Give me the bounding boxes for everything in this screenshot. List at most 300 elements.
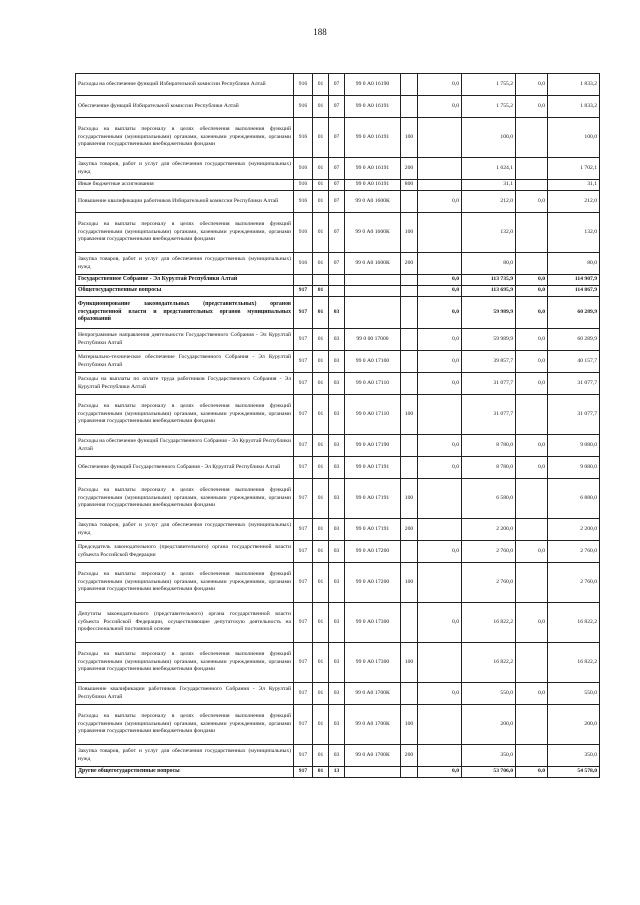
cell-name: Государственное Собрание - Эл Курултай Республики Алтай bbox=[76, 275, 294, 286]
cell-csr: 99 0 А0 17110 bbox=[345, 373, 401, 395]
cell-value-3 bbox=[516, 395, 548, 435]
cell-value-2: 200,0 bbox=[462, 705, 516, 745]
cell-rz: 01 bbox=[313, 683, 329, 705]
cell-csr: 99 0 А0 1700К bbox=[345, 683, 401, 705]
table-row bbox=[76, 329, 600, 351]
cell-rz bbox=[313, 275, 329, 286]
cell-csr bbox=[345, 767, 401, 778]
cell-value-1: 0,0 bbox=[418, 603, 462, 643]
cell-rz: 01 bbox=[313, 479, 329, 519]
cell-name: Закупка товаров, работ и услуг для обеспечения государственных (муниципальных) нужд bbox=[76, 519, 294, 541]
cell-grbs: 916 bbox=[294, 191, 313, 213]
cell-value-2: 2 760,0 bbox=[462, 563, 516, 603]
table-row bbox=[76, 253, 600, 275]
cell-value-3 bbox=[516, 158, 548, 180]
cell-rz: 01 bbox=[313, 435, 329, 457]
cell-value-2: 80,0 bbox=[462, 253, 516, 275]
cell-value-4: 16 822,2 bbox=[548, 603, 600, 643]
cell-value-2: 1 624,1 bbox=[462, 158, 516, 180]
cell-vr: 100 bbox=[401, 118, 418, 158]
cell-pr: 07 bbox=[329, 158, 345, 180]
cell-vr bbox=[401, 96, 418, 118]
cell-pr: 07 bbox=[329, 96, 345, 118]
table-row bbox=[76, 118, 600, 158]
cell-csr: 99 0 А0 1700К bbox=[345, 745, 401, 767]
cell-vr bbox=[401, 286, 418, 297]
cell-value-2: 100,0 bbox=[462, 118, 516, 158]
cell-pr: 03 bbox=[329, 643, 345, 683]
cell-value-3: 0,0 bbox=[516, 191, 548, 213]
cell-csr: 99 0 А0 16191 bbox=[345, 158, 401, 180]
cell-rz: 01 bbox=[313, 457, 329, 479]
cell-csr bbox=[345, 275, 401, 286]
cell-csr: 99 0 А0 1600К bbox=[345, 191, 401, 213]
cell-value-1 bbox=[418, 563, 462, 603]
table-row bbox=[76, 297, 600, 329]
cell-value-2: 132,0 bbox=[462, 213, 516, 253]
cell-csr: 99 0 А0 1600К bbox=[345, 213, 401, 253]
cell-name: Другие общегосударственные вопросы bbox=[76, 767, 294, 778]
cell-value-1: 0,0 bbox=[418, 329, 462, 351]
cell-value-2: 1 755,2 bbox=[462, 96, 516, 118]
cell-value-4: 6 880,0 bbox=[548, 479, 600, 519]
cell-rz: 01 bbox=[313, 767, 329, 778]
cell-value-4: 200,0 bbox=[548, 705, 600, 745]
cell-csr bbox=[345, 297, 401, 329]
cell-value-4: 1 833,2 bbox=[548, 96, 600, 118]
cell-name: Функционирование законодательных (представительных) органов государственной власти и представительных органов муниципальных образований bbox=[76, 297, 294, 329]
cell-value-4: 54 578,0 bbox=[548, 767, 600, 778]
cell-value-1: 0,0 bbox=[418, 74, 462, 96]
cell-vr bbox=[401, 297, 418, 329]
table-row bbox=[76, 767, 600, 778]
cell-value-4: 2 760,0 bbox=[548, 563, 600, 603]
cell-name: Закупка товаров, работ и услуг для обеспечения государственных (муниципальных) нужд bbox=[76, 253, 294, 275]
cell-value-3 bbox=[516, 643, 548, 683]
cell-value-1 bbox=[418, 395, 462, 435]
cell-value-4: 60 289,9 bbox=[548, 329, 600, 351]
cell-grbs bbox=[294, 275, 313, 286]
cell-name: Расходы на обеспечение функций Государственного Собрания - Эл Курултай Республики Алтай bbox=[76, 435, 294, 457]
cell-value-3: 0,0 bbox=[516, 373, 548, 395]
cell-pr: 03 bbox=[329, 395, 345, 435]
cell-value-2: 31,1 bbox=[462, 180, 516, 191]
cell-value-1 bbox=[418, 643, 462, 683]
cell-value-3: 0,0 bbox=[516, 329, 548, 351]
cell-csr: 99 0 А0 17191 bbox=[345, 457, 401, 479]
cell-vr: 100 bbox=[401, 213, 418, 253]
cell-value-1: 0,0 bbox=[418, 96, 462, 118]
cell-pr: 07 bbox=[329, 180, 345, 191]
cell-grbs: 917 bbox=[294, 705, 313, 745]
cell-value-4: 9 080,0 bbox=[548, 435, 600, 457]
cell-vr bbox=[401, 435, 418, 457]
cell-name: Депутаты законодательного (представительного) органа государственной власти субъекта Российской Федерации, осуществляющие депутатскую деятельность на профессиональной постоянной основе bbox=[76, 603, 294, 643]
table-row bbox=[76, 745, 600, 767]
cell-vr bbox=[401, 275, 418, 286]
cell-grbs: 917 bbox=[294, 373, 313, 395]
cell-csr: 99 0 А0 17190 bbox=[345, 435, 401, 457]
cell-grbs: 917 bbox=[294, 745, 313, 767]
cell-value-2: 350,0 bbox=[462, 745, 516, 767]
cell-pr bbox=[329, 275, 345, 286]
cell-vr: 200 bbox=[401, 158, 418, 180]
cell-grbs: 917 bbox=[294, 395, 313, 435]
cell-value-3 bbox=[516, 253, 548, 275]
cell-name: Расходы на обеспечение функций Избирательной комиссии Республики Алтай bbox=[76, 74, 294, 96]
cell-value-4: 212,0 bbox=[548, 191, 600, 213]
cell-pr: 03 bbox=[329, 563, 345, 603]
cell-value-4: 114 907,9 bbox=[548, 275, 600, 286]
cell-pr: 07 bbox=[329, 118, 345, 158]
cell-name: Расходы на выплаты персоналу в целях обеспечения выполнения функций государственными (муниципальными) органами, казенными учреждениями, органами управления государственными внебюджетными фондами bbox=[76, 479, 294, 519]
cell-value-2: 2 200,0 bbox=[462, 519, 516, 541]
cell-value-1: 0,0 bbox=[418, 457, 462, 479]
cell-value-1 bbox=[418, 158, 462, 180]
cell-value-4: 114 867,9 bbox=[548, 286, 600, 297]
table-row bbox=[76, 373, 600, 395]
cell-value-4: 2 200,0 bbox=[548, 519, 600, 541]
cell-value-3 bbox=[516, 213, 548, 253]
cell-rz: 01 bbox=[313, 745, 329, 767]
cell-grbs: 917 bbox=[294, 286, 313, 297]
cell-rz: 01 bbox=[313, 373, 329, 395]
cell-name: Расходы на выплаты персоналу в целях обеспечения выполнения функций государственными (муниципальными) органами, казенными учреждениями, органами управления государственными внебюджетными фондами bbox=[76, 213, 294, 253]
cell-name: Расходы на выплаты персоналу в целях обеспечения выполнения функций государственными (муниципальными) органами, казенными учреждениями, органами управления государственными внебюджетными фондами bbox=[76, 395, 294, 435]
cell-value-1: 0,0 bbox=[418, 435, 462, 457]
cell-rz: 01 bbox=[313, 180, 329, 191]
cell-name: Непрограммные направления деятельности Государственного Собрания - Эл Курултай Республики Алтай bbox=[76, 329, 294, 351]
cell-name: Иные бюджетные ассигнования bbox=[76, 180, 294, 191]
cell-value-3: 0,0 bbox=[516, 457, 548, 479]
cell-value-3: 0,0 bbox=[516, 351, 548, 373]
cell-value-3: 0,0 bbox=[516, 541, 548, 563]
cell-rz: 01 bbox=[313, 563, 329, 603]
cell-value-4: 100,0 bbox=[548, 118, 600, 158]
cell-value-1 bbox=[418, 180, 462, 191]
cell-rz: 01 bbox=[313, 297, 329, 329]
cell-value-4: 16 822,2 bbox=[548, 643, 600, 683]
cell-value-1: 0,0 bbox=[418, 275, 462, 286]
cell-value-1: 0,0 bbox=[418, 351, 462, 373]
cell-csr: 99 0 А0 16191 bbox=[345, 180, 401, 191]
cell-pr: 03 bbox=[329, 541, 345, 563]
cell-vr bbox=[401, 457, 418, 479]
cell-value-4: 31 077,7 bbox=[548, 373, 600, 395]
cell-pr: 13 bbox=[329, 767, 345, 778]
cell-value-3: 0,0 bbox=[516, 74, 548, 96]
cell-value-4: 60 289,9 bbox=[548, 297, 600, 329]
cell-vr: 200 bbox=[401, 253, 418, 275]
cell-rz: 01 bbox=[313, 351, 329, 373]
cell-grbs: 917 bbox=[294, 457, 313, 479]
budget-table bbox=[75, 73, 600, 778]
cell-value-2: 53 706,0 bbox=[462, 767, 516, 778]
cell-value-1 bbox=[418, 118, 462, 158]
cell-name: Обеспечение функций Избирательной комиссии Республики Алтай bbox=[76, 96, 294, 118]
cell-csr: 99 0 А0 16190 bbox=[345, 74, 401, 96]
cell-value-2: 113 735,9 bbox=[462, 275, 516, 286]
cell-value-2: 212,0 bbox=[462, 191, 516, 213]
cell-csr: 99 0 А0 17200 bbox=[345, 563, 401, 603]
cell-csr: 99 0 А0 17200 bbox=[345, 541, 401, 563]
cell-value-2: 550,0 bbox=[462, 683, 516, 705]
cell-grbs: 916 bbox=[294, 118, 313, 158]
table-row bbox=[76, 705, 600, 745]
cell-grbs: 916 bbox=[294, 213, 313, 253]
cell-value-4: 2 760,0 bbox=[548, 541, 600, 563]
cell-vr: 100 bbox=[401, 479, 418, 519]
cell-vr bbox=[401, 767, 418, 778]
table-row bbox=[76, 286, 600, 297]
cell-pr: 03 bbox=[329, 603, 345, 643]
cell-csr: 99 0 А0 1600К bbox=[345, 253, 401, 275]
cell-pr: 07 bbox=[329, 253, 345, 275]
cell-name: Расходы на выплаты персоналу в целях обеспечения выполнения функций государственными (муниципальными) органами, казенными учреждениями, органами управления государственными внебюджетными фондами bbox=[76, 563, 294, 603]
cell-value-1: 0,0 bbox=[418, 683, 462, 705]
cell-value-3 bbox=[516, 180, 548, 191]
cell-value-3: 0,0 bbox=[516, 603, 548, 643]
cell-csr: 99 0 А0 17191 bbox=[345, 479, 401, 519]
cell-value-3 bbox=[516, 745, 548, 767]
cell-value-3: 0,0 bbox=[516, 286, 548, 297]
cell-grbs: 916 bbox=[294, 74, 313, 96]
cell-value-3 bbox=[516, 479, 548, 519]
table-row bbox=[76, 180, 600, 191]
page-number: 188 bbox=[313, 27, 327, 37]
cell-vr: 100 bbox=[401, 643, 418, 683]
cell-value-4: 1 833,2 bbox=[548, 74, 600, 96]
table-row bbox=[76, 74, 600, 96]
table-row bbox=[76, 603, 600, 643]
cell-grbs: 917 bbox=[294, 541, 313, 563]
cell-rz: 01 bbox=[313, 519, 329, 541]
cell-rz: 01 bbox=[313, 158, 329, 180]
cell-vr: 200 bbox=[401, 519, 418, 541]
cell-value-4: 40 157,7 bbox=[548, 351, 600, 373]
cell-pr: 03 bbox=[329, 351, 345, 373]
cell-csr: 99 0 А0 17191 bbox=[345, 519, 401, 541]
cell-rz: 01 bbox=[313, 213, 329, 253]
cell-value-3 bbox=[516, 563, 548, 603]
cell-value-1: 0,0 bbox=[418, 297, 462, 329]
cell-pr: 03 bbox=[329, 705, 345, 745]
cell-rz: 01 bbox=[313, 74, 329, 96]
cell-grbs: 916 bbox=[294, 96, 313, 118]
cell-csr: 99 0 А0 17100 bbox=[345, 351, 401, 373]
cell-grbs: 916 bbox=[294, 253, 313, 275]
cell-grbs: 917 bbox=[294, 563, 313, 603]
cell-pr: 03 bbox=[329, 457, 345, 479]
table-row bbox=[76, 643, 600, 683]
cell-rz: 01 bbox=[313, 603, 329, 643]
cell-value-4: 1 702,1 bbox=[548, 158, 600, 180]
cell-rz: 01 bbox=[313, 541, 329, 563]
cell-vr: 100 bbox=[401, 563, 418, 603]
cell-vr: 800 bbox=[401, 180, 418, 191]
cell-csr: 99 0 А0 17300 bbox=[345, 643, 401, 683]
cell-name: Повышение квалификации работников Избирательной комиссии Республики Алтай bbox=[76, 191, 294, 213]
cell-name: Расходы на выплаты по оплате труда работников Государственного Собрания - Эл Курултай Республики Алтай bbox=[76, 373, 294, 395]
cell-value-3 bbox=[516, 519, 548, 541]
cell-vr bbox=[401, 191, 418, 213]
cell-csr: 99 0 А0 17110 bbox=[345, 395, 401, 435]
cell-value-2: 113 695,9 bbox=[462, 286, 516, 297]
cell-rz: 01 bbox=[313, 329, 329, 351]
cell-pr: 03 bbox=[329, 435, 345, 457]
cell-value-1 bbox=[418, 253, 462, 275]
cell-vr bbox=[401, 603, 418, 643]
cell-value-1: 0,0 bbox=[418, 286, 462, 297]
cell-name: Общегосударственные вопросы bbox=[76, 286, 294, 297]
cell-rz: 01 bbox=[313, 395, 329, 435]
cell-grbs: 917 bbox=[294, 351, 313, 373]
cell-pr: 03 bbox=[329, 745, 345, 767]
cell-value-3: 0,0 bbox=[516, 435, 548, 457]
cell-grbs: 917 bbox=[294, 519, 313, 541]
cell-grbs: 917 bbox=[294, 767, 313, 778]
cell-value-2: 16 822,2 bbox=[462, 643, 516, 683]
cell-value-1 bbox=[418, 479, 462, 519]
cell-pr bbox=[329, 286, 345, 297]
cell-rz: 01 bbox=[313, 253, 329, 275]
cell-value-1: 0,0 bbox=[418, 541, 462, 563]
cell-vr bbox=[401, 541, 418, 563]
table-row bbox=[76, 479, 600, 519]
cell-grbs: 917 bbox=[294, 297, 313, 329]
cell-vr bbox=[401, 351, 418, 373]
cell-name: Расходы на выплаты персоналу в целях обеспечения выполнения функций государственными (муниципальными) органами, казенными учреждениями, органами управления государственными внебюджетными фондами bbox=[76, 118, 294, 158]
cell-pr: 07 bbox=[329, 213, 345, 253]
table-row bbox=[76, 683, 600, 705]
cell-name: Материально-техническое обеспечение Государственного Собрания - Эл Курултай Республики Алтай bbox=[76, 351, 294, 373]
cell-vr bbox=[401, 74, 418, 96]
cell-pr: 03 bbox=[329, 297, 345, 329]
cell-grbs: 917 bbox=[294, 479, 313, 519]
cell-vr: 200 bbox=[401, 745, 418, 767]
cell-vr bbox=[401, 329, 418, 351]
cell-value-2: 6 580,0 bbox=[462, 479, 516, 519]
cell-name: Расходы на выплаты персоналу в целях обеспечения выполнения функций государственными (муниципальными) органами, казенными учреждениями, органами управления государственными внебюджетными фондами bbox=[76, 643, 294, 683]
cell-pr: 03 bbox=[329, 329, 345, 351]
table-row bbox=[76, 96, 600, 118]
cell-vr bbox=[401, 373, 418, 395]
cell-value-1 bbox=[418, 213, 462, 253]
cell-rz: 01 bbox=[313, 643, 329, 683]
cell-value-4: 350,0 bbox=[548, 745, 600, 767]
table-body bbox=[76, 74, 600, 778]
cell-value-4: 550,0 bbox=[548, 683, 600, 705]
cell-value-4: 9 080,0 bbox=[548, 457, 600, 479]
table-row bbox=[76, 435, 600, 457]
cell-grbs: 917 bbox=[294, 683, 313, 705]
cell-grbs: 917 bbox=[294, 329, 313, 351]
cell-value-2: 8 780,0 bbox=[462, 435, 516, 457]
table-row bbox=[76, 213, 600, 253]
cell-grbs: 916 bbox=[294, 180, 313, 191]
cell-csr: 99 0 А0 17300 bbox=[345, 603, 401, 643]
cell-csr: 99 0 А0 1700К bbox=[345, 705, 401, 745]
cell-rz: 01 bbox=[313, 191, 329, 213]
cell-name: Расходы на выплаты персоналу в целях обеспечения выполнения функций государственными (муниципальными) органами, казенными учреждениями, органами управления государственными внебюджетными фондами bbox=[76, 705, 294, 745]
cell-grbs: 916 bbox=[294, 158, 313, 180]
cell-value-1: 0,0 bbox=[418, 767, 462, 778]
cell-value-4: 80,0 bbox=[548, 253, 600, 275]
cell-vr bbox=[401, 683, 418, 705]
cell-vr: 100 bbox=[401, 705, 418, 745]
table-row bbox=[76, 191, 600, 213]
cell-value-1 bbox=[418, 705, 462, 745]
cell-vr: 100 bbox=[401, 395, 418, 435]
cell-pr: 07 bbox=[329, 191, 345, 213]
cell-value-1 bbox=[418, 745, 462, 767]
cell-value-3: 0,0 bbox=[516, 297, 548, 329]
cell-name: Председатель законодательного (представительного) органа государственной власти субъекта Российской Федерации bbox=[76, 541, 294, 563]
cell-name: Повышение квалификации работников Государственного Собрания - Эл Курултай Республики Алтай bbox=[76, 683, 294, 705]
cell-value-1: 0,0 bbox=[418, 191, 462, 213]
cell-value-2: 31 077,7 bbox=[462, 373, 516, 395]
table-row bbox=[76, 541, 600, 563]
cell-value-2: 1 755,2 bbox=[462, 74, 516, 96]
cell-value-4: 132,0 bbox=[548, 213, 600, 253]
cell-csr: 99 0 А0 16191 bbox=[345, 96, 401, 118]
cell-rz: 01 bbox=[313, 118, 329, 158]
cell-name: Обеспечение функций Государственного Собрания - Эл Курултай Республики Алтай bbox=[76, 457, 294, 479]
cell-grbs: 917 bbox=[294, 435, 313, 457]
cell-value-2: 8 780,0 bbox=[462, 457, 516, 479]
cell-value-3 bbox=[516, 118, 548, 158]
cell-pr: 03 bbox=[329, 479, 345, 519]
cell-rz: 01 bbox=[313, 96, 329, 118]
cell-value-2: 31 077,7 bbox=[462, 395, 516, 435]
cell-value-2: 59 989,9 bbox=[462, 329, 516, 351]
table-row bbox=[76, 158, 600, 180]
cell-value-4: 31 077,7 bbox=[548, 395, 600, 435]
cell-value-4: 31,1 bbox=[548, 180, 600, 191]
cell-rz: 01 bbox=[313, 705, 329, 745]
cell-value-3: 0,0 bbox=[516, 767, 548, 778]
cell-grbs: 917 bbox=[294, 603, 313, 643]
cell-name: Закупка товаров, работ и услуг для обеспечения государственных (муниципальных) нужд bbox=[76, 158, 294, 180]
cell-value-3: 0,0 bbox=[516, 683, 548, 705]
cell-value-2: 59 989,9 bbox=[462, 297, 516, 329]
cell-value-3: 0,0 bbox=[516, 96, 548, 118]
cell-value-1: 0,0 bbox=[418, 373, 462, 395]
cell-pr: 07 bbox=[329, 74, 345, 96]
cell-value-3: 0,0 bbox=[516, 275, 548, 286]
table-row bbox=[76, 395, 600, 435]
cell-value-3 bbox=[516, 705, 548, 745]
cell-value-1 bbox=[418, 519, 462, 541]
cell-pr: 03 bbox=[329, 373, 345, 395]
cell-value-2: 2 760,0 bbox=[462, 541, 516, 563]
cell-rz: 01 bbox=[313, 286, 329, 297]
table-row bbox=[76, 351, 600, 373]
cell-csr: 99 0 00 17000 bbox=[345, 329, 401, 351]
cell-grbs: 917 bbox=[294, 643, 313, 683]
table-row bbox=[76, 563, 600, 603]
cell-value-2: 16 822,2 bbox=[462, 603, 516, 643]
cell-pr: 03 bbox=[329, 683, 345, 705]
table-row bbox=[76, 457, 600, 479]
table-row bbox=[76, 519, 600, 541]
table-row bbox=[76, 275, 600, 286]
cell-value-2: 39 857,7 bbox=[462, 351, 516, 373]
cell-csr bbox=[345, 286, 401, 297]
cell-name: Закупка товаров, работ и услуг для обеспечения государственных (муниципальных) нужд bbox=[76, 745, 294, 767]
cell-pr: 03 bbox=[329, 519, 345, 541]
cell-csr: 99 0 А0 16191 bbox=[345, 118, 401, 158]
